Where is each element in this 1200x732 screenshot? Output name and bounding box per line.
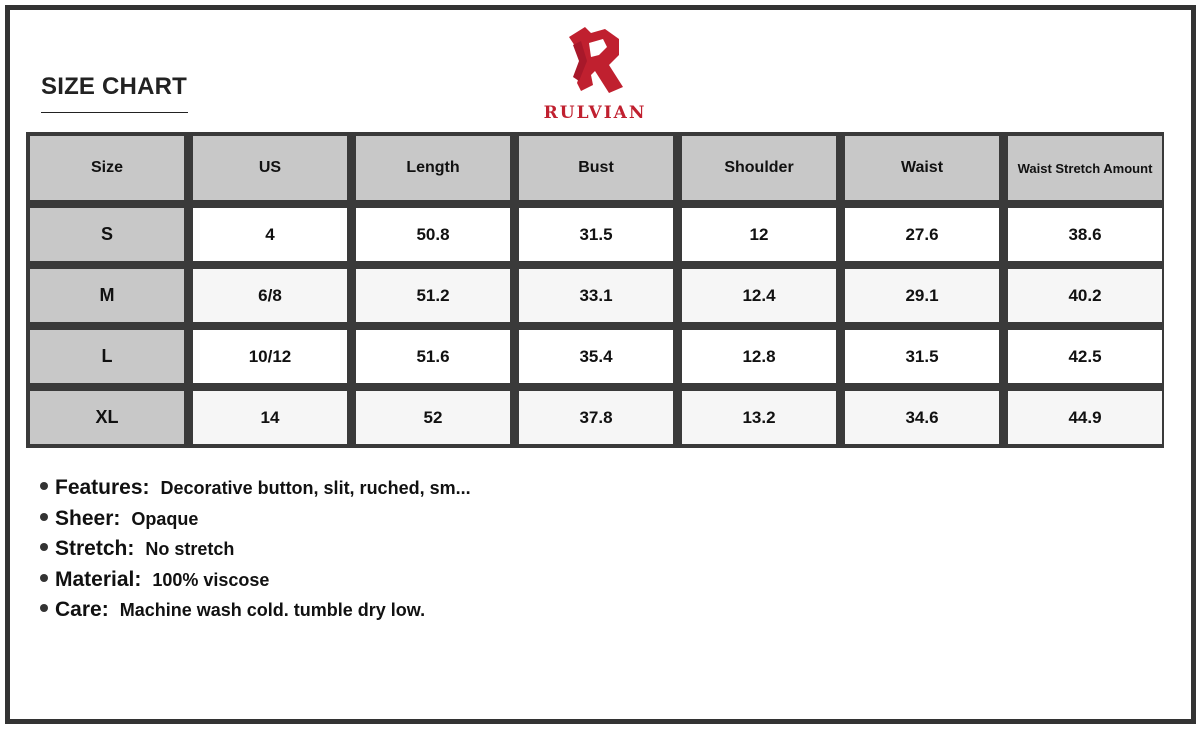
detail-label: Care: — [55, 598, 109, 621]
table-cell: 31.5 — [519, 208, 673, 261]
table-cell: 12.4 — [682, 269, 836, 322]
detail-label: Sheer: — [55, 506, 121, 530]
table-cell: 6/8 — [193, 269, 347, 322]
detail-item — [40, 568, 471, 599]
table-cell: 52 — [356, 391, 510, 444]
size-label-cell: M — [30, 269, 184, 322]
table-cell: 44.9 — [1008, 391, 1162, 444]
size-label-cell: XL — [30, 391, 184, 444]
header-cell: Bust — [519, 136, 673, 200]
header-cell: Waist — [845, 136, 999, 200]
table-cell: 51.2 — [356, 269, 510, 322]
rulvian-r-logo-icon — [563, 25, 627, 95]
size-label-cell: L — [30, 330, 184, 383]
bullet-icon — [40, 574, 48, 582]
table-cell: 13.2 — [682, 391, 836, 444]
detail-item — [40, 507, 471, 538]
detail-item — [40, 598, 471, 629]
table-cell: 12.8 — [682, 330, 836, 383]
table-cell: 10/12 — [193, 330, 347, 383]
product-details — [40, 476, 471, 629]
header-cell: Length — [356, 136, 510, 200]
detail-value: Decorative button, slit, ruched, sm... — [160, 478, 471, 498]
table-cell: 35.4 — [519, 330, 673, 383]
bullet-icon — [40, 513, 48, 521]
table-cell: 12 — [682, 208, 836, 261]
table-cell: 38.6 — [1008, 208, 1162, 261]
detail-value: No stretch — [145, 539, 235, 559]
table-cell: 27.6 — [845, 208, 999, 261]
table-cell: 40.2 — [1008, 269, 1162, 322]
detail-label: Material: — [55, 567, 142, 591]
table-cell: 14 — [193, 391, 347, 444]
table-cell: 31.5 — [845, 330, 999, 383]
detail-label: Features: — [55, 476, 150, 499]
table-cell: 51.6 — [356, 330, 510, 383]
table-cell: 50.8 — [356, 208, 510, 261]
detail-label: Stretch: — [55, 537, 135, 560]
table-cell: 42.5 — [1008, 330, 1162, 383]
header-cell: Shoulder — [682, 136, 836, 200]
detail-value: Opaque — [131, 508, 199, 529]
brand-logo — [525, 25, 665, 125]
detail-item — [40, 476, 471, 507]
header-cell: Waist Stretch Amount — [1008, 136, 1162, 200]
header-cell: US — [193, 136, 347, 200]
table-cell: 29.1 — [845, 269, 999, 322]
bullet-icon — [40, 543, 48, 551]
brand-name: RULVIAN — [543, 103, 647, 123]
detail-value: Machine wash cold. tumble dry low. — [119, 600, 426, 620]
table-cell: 33.1 — [519, 269, 673, 322]
size-label-cell: S — [30, 208, 184, 261]
size-table — [26, 132, 1164, 448]
table-cell: 4 — [193, 208, 347, 261]
table-cell: 37.8 — [519, 391, 673, 444]
bullet-icon — [40, 604, 48, 612]
detail-item — [40, 537, 471, 568]
page-title: SIZE CHART — [41, 73, 187, 100]
header-cell: Size — [30, 136, 184, 200]
bullet-icon — [40, 482, 48, 490]
detail-value: 100% viscose — [152, 569, 270, 590]
table-cell: 34.6 — [845, 391, 999, 444]
title-underline — [41, 112, 188, 113]
